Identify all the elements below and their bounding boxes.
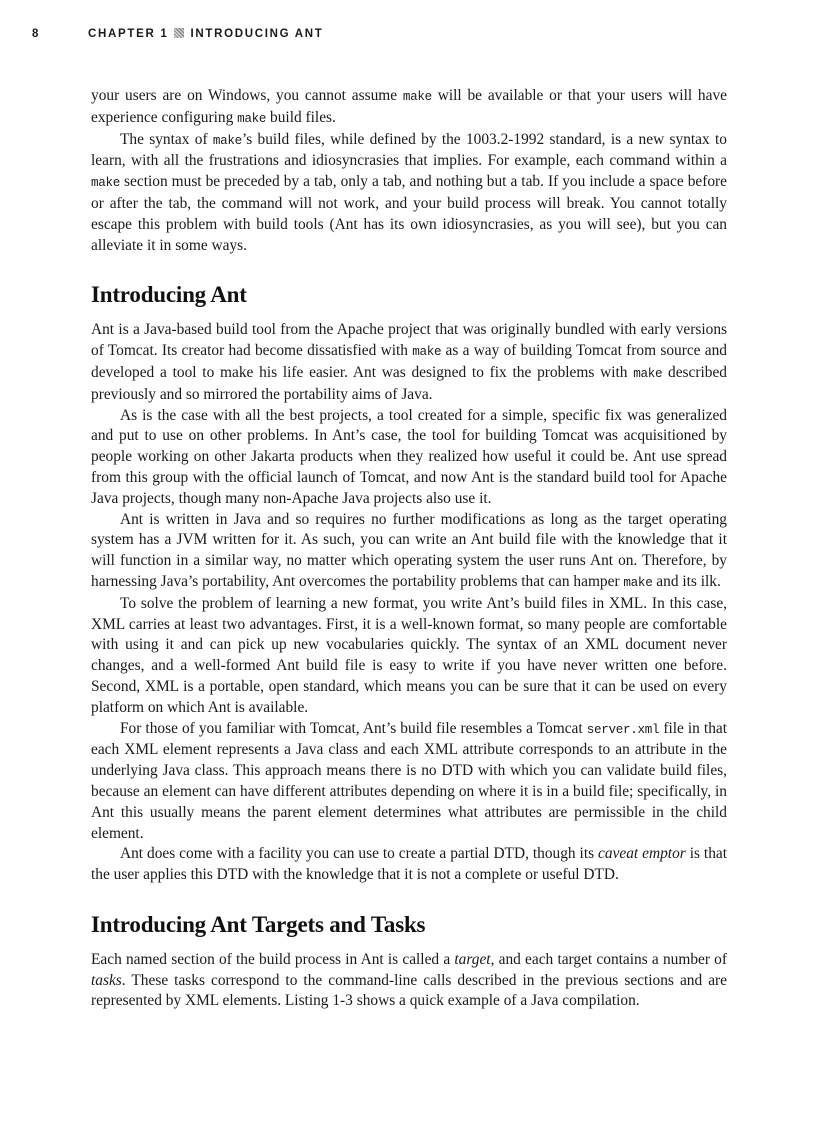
ant-paragraph-2: As is the case with all the best projects, a tool created for a simple, specific fix was generalized and put to use on other problems. In Ant’s case, the tool for building Tomcat was acquisitioned by people working on other Jakarta products when they realized how useful it could be. Ant use spread from this group with the official launch of Tomcat, and now Ant is the standard build tool for Apache Java projects, though many non-Apache Java projects also use it. [91,406,727,507]
ant-paragraph-1: Ant is a Java-based build tool from the Apache project that was originally bundled with early versions of Tomcat. Its creator had become dissatisfied with make as a way of building Tomcat from source and developed a tool to make his life easier. Ant was designed to fix the problems with make described previously and so mirrored the portability aims of Java. [91,321,727,403]
code-make: make [91,176,121,191]
caveat-emptor-term: caveat emptor [598,845,686,863]
code-server-xml: server.xml [586,722,660,737]
code-make: make [402,90,432,104]
tasks-term: tasks [91,971,122,989]
ant-paragraph-5: For those of you familiar with Tomcat, Ant’s build file resembles a Tomcat server.xml file in that each XML element represents a Java class and each XML attribute corresponds to an attribute in the underlying Java class. This approach means there is no DTD with which you can validate build files, because an element can have different attributes depending on where it is in a build file; specifically, in Ant this usually means the parent element determines what attributes are permissible in the child element. [91,719,727,842]
code-make: make [623,575,653,590]
section-heading-introducing-ant: Introducing Ant [91,282,247,308]
running-header [32,28,784,44]
intro-paragraph-2: The syntax of make’s build files, while defined by the 1003.2-1992 standard, is a new syntax to learn, with all the frustrations and idiosyncrasies that implies. For example, each command within a make section must be preceded by a tab, only a tab, and nothing but a tab. If you include a space before or after the tab, the command will not work, and your build process will break. You cannot totally escape this problem with build tools (Ant has its own idiosyncrasies, as you will see), but you can alleviate it in some ways. [91,130,727,254]
page-number: 8 [32,28,41,40]
ant-paragraph-6: Ant does come with a facility you can use to create a partial DTD, though its caveat emptor is that the user applies this DTD with the knowledge that it is not a complete or useful DTD. [91,845,727,884]
page-body [91,86,727,1012]
ant-paragraph-3: Ant is written in Java and so requires no further modifications as long as the target operating system has a JVM written for it. As such, you can write an Ant build file with the knowledge that it will function in a similar way, no matter which operating system the user runs Ant on. Therefore, by harnessing Java’s portability, Ant overcomes the portability problems that can hamper make and its ilk. [91,510,727,590]
intro-paragraph-1: your users are on Windows, you cannot assume make will be available or that your users will have experience configuring make build files. [91,87,727,126]
chapter-title: INTRODUCING ANT [190,28,324,40]
ant-paragraph-4: To solve the problem of learning a new format, you write Ant’s build files in XML. In this case, XML carries at least two advantages. First, it is a well-known format, so many people are comfortable with using it and can pick up new vocabularies quickly. The syntax of an XML document never changes, and a well-formed Ant build file is easy to write if you have never written one before. Second, XML is a portable, open standard, which means you can be sure that it can be used on every platform on which Ant is available. [91,594,727,716]
chapter-label: CHAPTER 1 [88,28,169,40]
code-make: make [412,345,442,360]
target-term: target [454,950,491,968]
section-heading-targets-and-tasks: Introducing Ant Targets and Tasks [91,911,426,937]
separator-square-icon [174,28,184,38]
code-make: make [633,366,663,381]
code-make: make [212,133,242,148]
chapter-heading [88,28,324,40]
targets-paragraph-1: Each named section of the build process in Ant is called a target, and each target contains a number of tasks. These tasks correspond to the command-line calls described in the previous sections and are represented by XML elements. Listing 1-3 shows a quick example of a Java compilation. [91,950,727,1010]
code-make: make [237,111,267,126]
